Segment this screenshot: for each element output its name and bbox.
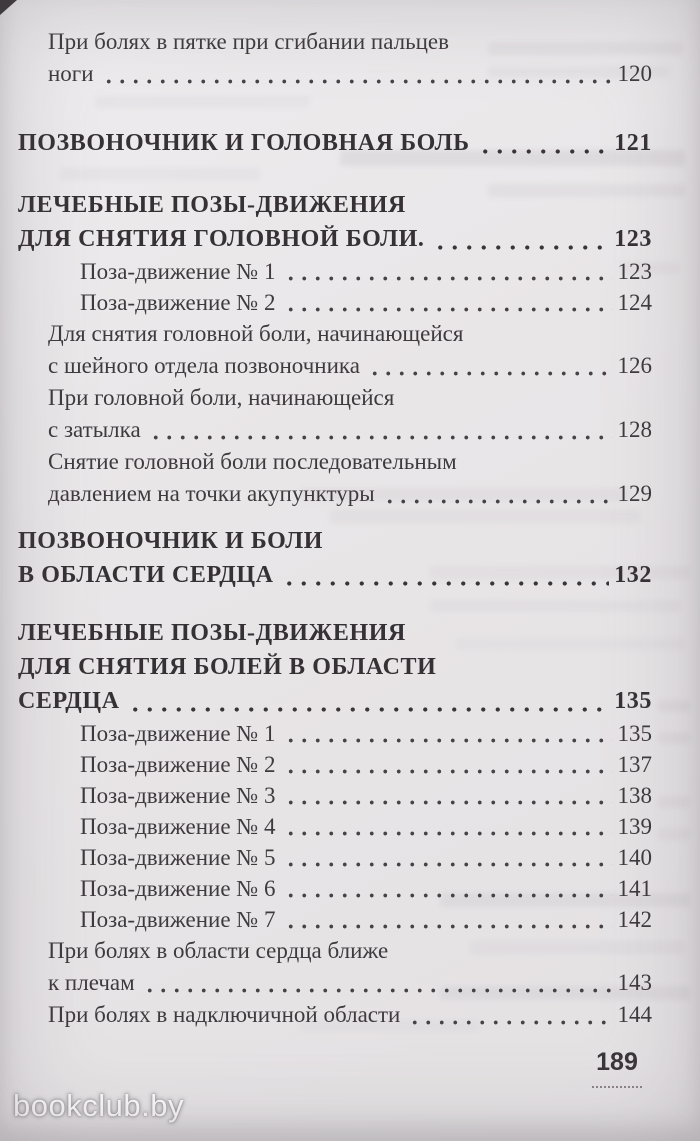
toc-entry — [18, 904, 652, 935]
toc-entry-text: давлением на точки акупунктуры — [48, 481, 375, 506]
toc-heading-text: В ОБЛАСТИ СЕРДЦА — [18, 562, 274, 588]
toc-heading-text: ДЛЯ СНЯТИЯ ГОЛОВНОЙ БОЛИ. — [18, 226, 425, 252]
toc-entry — [18, 446, 652, 478]
toc-entry-text: Снятие головной боли последовательным — [48, 449, 457, 474]
toc-entry — [18, 414, 652, 446]
toc-heading — [18, 616, 652, 650]
dot-leader — [478, 149, 610, 154]
dot-leader — [143, 988, 613, 993]
toc-page-number: 126 — [617, 353, 652, 378]
toc-entry — [18, 999, 652, 1031]
toc-page-number: 142 — [617, 907, 652, 932]
toc-page-number: 124 — [617, 290, 652, 315]
toc-entry-text: Для снятия головной боли, начинающейся — [48, 321, 464, 346]
dot-leader — [408, 1020, 612, 1025]
toc-entry-text: Поза-движение № 4 — [80, 814, 276, 839]
toc-entry-text: При болях в области сердца ближе — [48, 938, 389, 963]
dot-leader — [128, 707, 610, 712]
dot-leader — [284, 738, 613, 743]
dot-leader — [284, 831, 613, 836]
toc-heading — [18, 650, 652, 684]
toc-heading-text: ЛЕЧЕБНЫЕ ПОЗЫ-ДВИЖЕНИЯ — [18, 620, 406, 646]
toc-entry — [18, 26, 652, 58]
dot-leader — [284, 924, 613, 929]
dot-leader — [284, 893, 613, 898]
toc-entry — [18, 967, 652, 999]
toc-page-number: 144 — [617, 1002, 652, 1027]
toc-page-number: 123 — [614, 226, 652, 252]
toc-entry — [18, 287, 652, 318]
toc-heading — [18, 684, 652, 718]
folio-rule — [592, 1086, 642, 1088]
toc-heading — [18, 126, 652, 160]
toc-entry-text: к плечам — [48, 970, 135, 995]
dot-leader — [284, 307, 613, 312]
dot-leader — [284, 276, 613, 281]
toc-page-number: 120 — [617, 61, 652, 86]
toc-entry — [18, 749, 652, 780]
toc-entry — [18, 873, 652, 904]
toc-page-number: 138 — [617, 783, 652, 808]
folio — [592, 1048, 642, 1088]
folio-number: 189 — [596, 1048, 638, 1076]
dot-leader — [284, 800, 613, 805]
toc-page-number: 137 — [617, 752, 652, 777]
toc-entry — [18, 318, 652, 350]
watermark-bookclub: bookclub.by — [13, 1088, 184, 1123]
toc-entry — [18, 478, 652, 510]
toc-heading — [18, 558, 652, 592]
toc-entry-text: При головной боли, начинающейся — [48, 385, 395, 410]
toc-page-number: 132 — [614, 562, 652, 588]
toc-entry — [18, 58, 652, 90]
toc-entry-text: Поза-движение № 5 — [80, 845, 276, 870]
toc-page-number: 135 — [614, 688, 652, 714]
toc-entry — [18, 780, 652, 811]
toc-entry-text: При болях в надключичной области — [48, 1002, 401, 1027]
toc-entry-text: Поза-движение № 1 — [80, 259, 276, 284]
toc-page-number: 135 — [617, 721, 652, 746]
toc-page-number: 128 — [617, 417, 652, 442]
page-corner-shadow — [0, 0, 17, 15]
toc-page-number: 140 — [617, 845, 652, 870]
toc-entry — [18, 842, 652, 873]
dot-leader — [284, 769, 613, 774]
toc-entry-text: Поза-движение № 7 — [80, 907, 276, 932]
toc-entry — [18, 718, 652, 749]
toc-heading — [18, 188, 652, 222]
toc-heading-text: ПОЗВОНОЧНИК И ГОЛОВНАЯ БОЛЬ — [18, 130, 470, 156]
toc-heading-text: СЕРДЦА — [18, 688, 120, 714]
toc-entry — [18, 350, 652, 382]
toc-page-number: 139 — [617, 814, 652, 839]
toc-entry — [18, 935, 652, 967]
toc-entry — [18, 256, 652, 287]
dot-leader — [433, 245, 610, 250]
toc-entry — [18, 382, 652, 414]
toc-entry-text: При болях в пятке при сгибании пальцев — [48, 29, 449, 54]
toc-entry-text: Поза-движение № 6 — [80, 876, 276, 901]
toc-page-number: 141 — [617, 876, 652, 901]
toc-entry-text: с затылка — [48, 417, 141, 442]
dot-leader — [149, 435, 613, 440]
toc-entry-text: Поза-движение № 2 — [80, 290, 276, 315]
dot-leader — [102, 79, 613, 84]
dot-leader — [383, 499, 613, 504]
dot-leader — [368, 371, 613, 376]
dot-leader — [284, 862, 613, 867]
toc-entry-text: ноги — [48, 61, 94, 86]
toc-heading — [18, 222, 652, 256]
toc-heading-text: ЛЕЧЕБНЫЕ ПОЗЫ-ДВИЖЕНИЯ — [18, 192, 406, 218]
toc-page-number: 129 — [617, 481, 652, 506]
toc-page-number: 123 — [617, 259, 652, 284]
toc-entry-text: Поза-движение № 2 — [80, 752, 276, 777]
dot-leader — [282, 581, 610, 586]
toc-entry-text: Поза-движение № 3 — [80, 783, 276, 808]
toc-page-number: 121 — [614, 130, 652, 156]
toc-heading-text: ПОЗВОНОЧНИК И БОЛИ — [18, 528, 323, 554]
toc-heading — [18, 524, 652, 558]
toc-heading-text: ДЛЯ СНЯТИЯ БОЛЕЙ В ОБЛАСТИ — [18, 654, 437, 680]
toc-entry — [18, 811, 652, 842]
toc-page-number: 143 — [617, 970, 652, 995]
toc-entry-text: с шейного отдела позвоночника — [48, 353, 360, 378]
toc-entry-text: Поза-движение № 1 — [80, 721, 276, 746]
